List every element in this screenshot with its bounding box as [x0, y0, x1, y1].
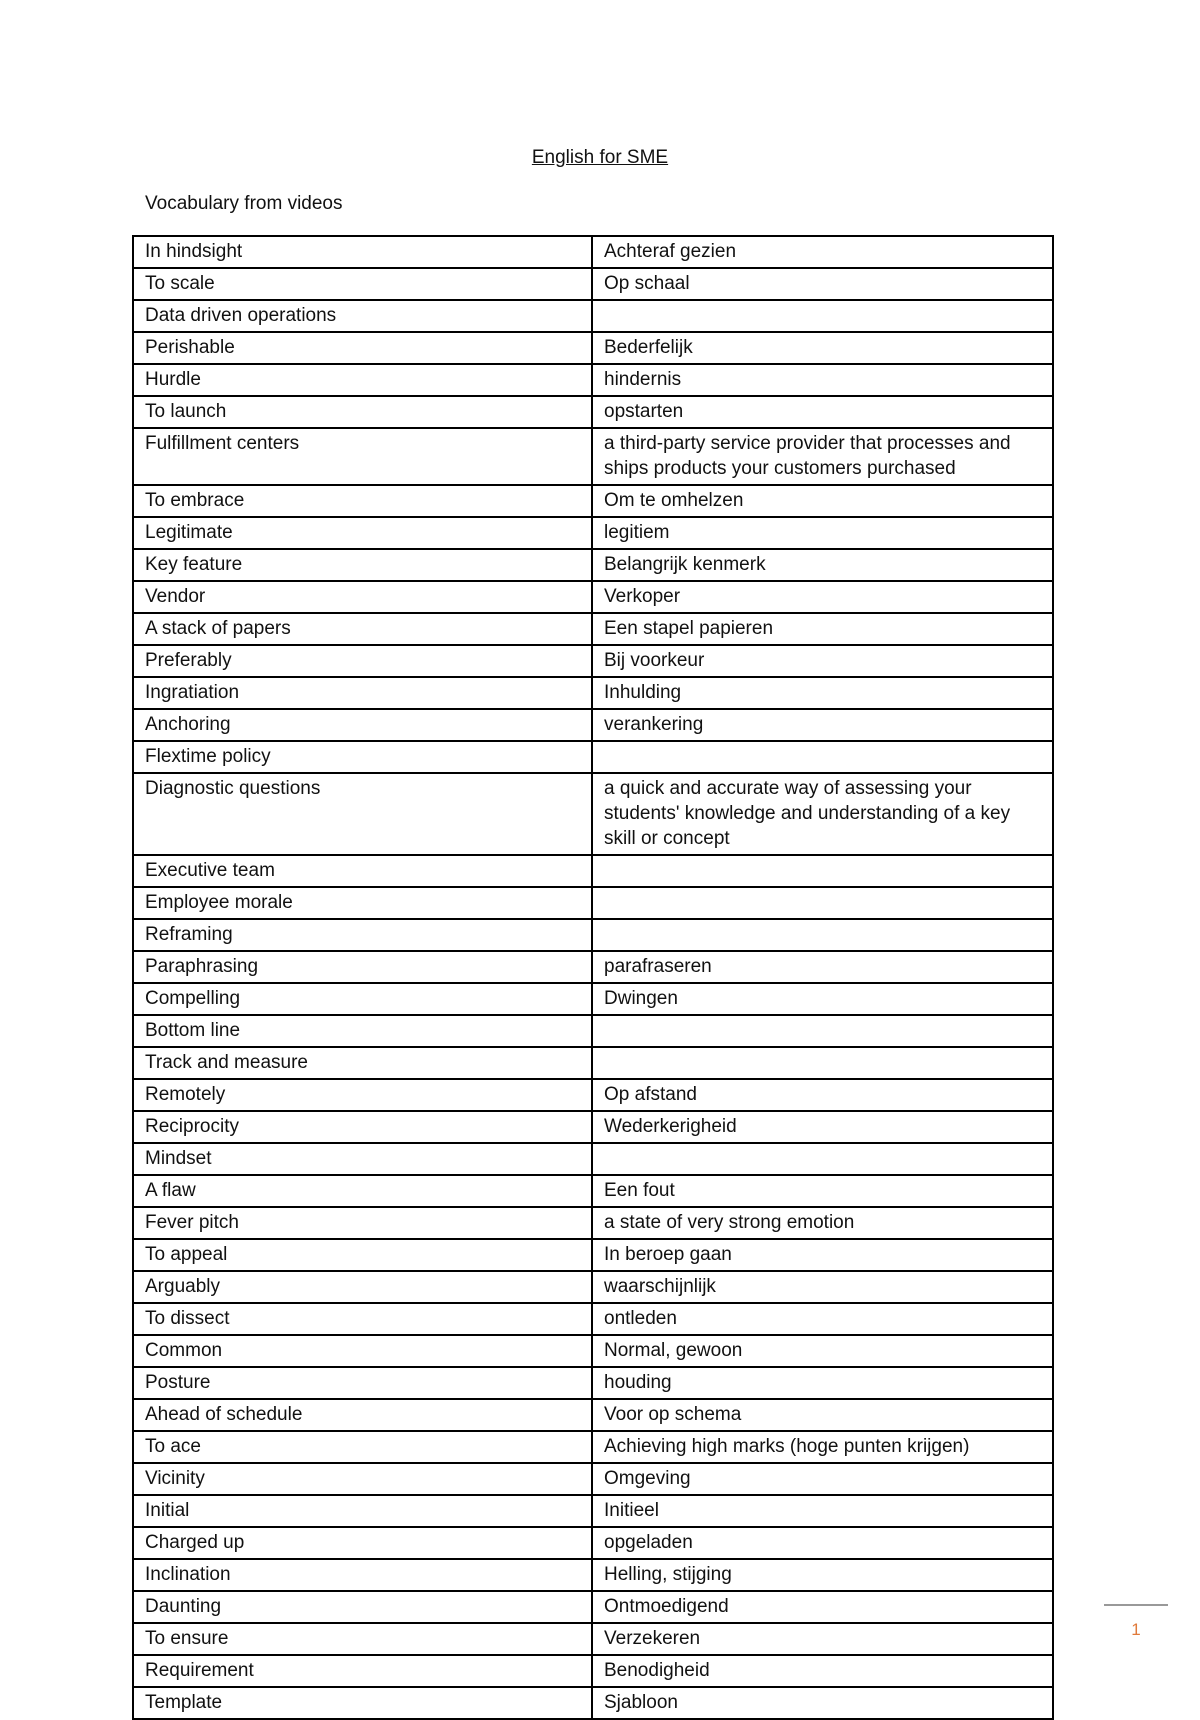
table-row: [133, 1367, 1053, 1399]
term-cell: Reframing: [133, 919, 592, 951]
vocabulary-table: [132, 235, 1054, 1720]
term-cell: Legitimate: [133, 517, 592, 549]
term-cell: Ingratiation: [133, 677, 592, 709]
table-row: [133, 741, 1053, 773]
definition-cell: [592, 855, 1053, 887]
table-row: [133, 1687, 1053, 1719]
table-row: [133, 396, 1053, 428]
term-cell: To embrace: [133, 485, 592, 517]
table-row: [133, 1175, 1053, 1207]
term-cell: Data driven operations: [133, 300, 592, 332]
definition-cell: [592, 300, 1053, 332]
term-cell: Charged up: [133, 1527, 592, 1559]
term-cell: Daunting: [133, 1591, 592, 1623]
table-row: [133, 1431, 1053, 1463]
definition-cell: [592, 887, 1053, 919]
term-cell: Initial: [133, 1495, 592, 1527]
term-cell: Template: [133, 1687, 592, 1719]
definition-cell: ontleden: [592, 1303, 1053, 1335]
definition-cell: opgeladen: [592, 1527, 1053, 1559]
definition-cell: houding: [592, 1367, 1053, 1399]
definition-cell: [592, 1047, 1053, 1079]
table-row: [133, 332, 1053, 364]
term-cell: A flaw: [133, 1175, 592, 1207]
table-row: [133, 300, 1053, 332]
table-row: [133, 1559, 1053, 1591]
table-row: [133, 1303, 1053, 1335]
table-row: [133, 613, 1053, 645]
definition-cell: Verkoper: [592, 581, 1053, 613]
table-row: [133, 428, 1053, 485]
term-cell: To scale: [133, 268, 592, 300]
term-cell: To appeal: [133, 1239, 592, 1271]
term-cell: Flextime policy: [133, 741, 592, 773]
definition-cell: Achieving high marks (hoge punten krijgen): [592, 1431, 1053, 1463]
definition-cell: Omgeving: [592, 1463, 1053, 1495]
table-row: [133, 236, 1053, 268]
definition-cell: Om te omhelzen: [592, 485, 1053, 517]
term-cell: Anchoring: [133, 709, 592, 741]
document-title: English for SME: [531, 147, 669, 168]
definition-cell: [592, 919, 1053, 951]
definition-cell: waarschijnlijk: [592, 1271, 1053, 1303]
definition-cell: Een fout: [592, 1175, 1053, 1207]
term-cell: In hindsight: [133, 236, 592, 268]
definition-cell: [592, 1143, 1053, 1175]
term-cell: Posture: [133, 1367, 592, 1399]
definition-cell: a quick and accurate way of assessing your students' knowledge and understanding of a key skill or concept: [592, 773, 1053, 855]
table-row: [133, 919, 1053, 951]
term-cell: Fever pitch: [133, 1207, 592, 1239]
definition-cell: a state of very strong emotion: [592, 1207, 1053, 1239]
definition-cell: Sjabloon: [592, 1687, 1053, 1719]
table-row: [133, 887, 1053, 919]
term-cell: Employee morale: [133, 887, 592, 919]
table-row: [133, 1047, 1053, 1079]
table-row: [133, 983, 1053, 1015]
definition-cell: a third-party service provider that processes and ships products your customers purchased: [592, 428, 1053, 485]
definition-cell: Op schaal: [592, 268, 1053, 300]
term-cell: To launch: [133, 396, 592, 428]
table-row: [133, 709, 1053, 741]
term-cell: Compelling: [133, 983, 592, 1015]
definition-cell: Bij voorkeur: [592, 645, 1053, 677]
definition-cell: Verzekeren: [592, 1623, 1053, 1655]
table-row: [133, 485, 1053, 517]
term-cell: Vendor: [133, 581, 592, 613]
definition-cell: Op afstand: [592, 1079, 1053, 1111]
definition-cell: verankering: [592, 709, 1053, 741]
table-row: [133, 1015, 1053, 1047]
term-cell: Mindset: [133, 1143, 592, 1175]
term-cell: Bottom line: [133, 1015, 592, 1047]
term-cell: Arguably: [133, 1271, 592, 1303]
definition-cell: Ontmoedigend: [592, 1591, 1053, 1623]
term-cell: To ensure: [133, 1623, 592, 1655]
table-row: [133, 581, 1053, 613]
table-row: [133, 1527, 1053, 1559]
term-cell: Reciprocity: [133, 1111, 592, 1143]
definition-cell: Normal, gewoon: [592, 1335, 1053, 1367]
term-cell: Ahead of schedule: [133, 1399, 592, 1431]
definition-cell: hindernis: [592, 364, 1053, 396]
table-row: [133, 1623, 1053, 1655]
definition-cell: Achteraf gezien: [592, 236, 1053, 268]
term-cell: Track and measure: [133, 1047, 592, 1079]
vocabulary-table-body: [133, 236, 1053, 1719]
table-row: [133, 855, 1053, 887]
term-cell: Paraphrasing: [133, 951, 592, 983]
table-row: [133, 1271, 1053, 1303]
term-cell: Perishable: [133, 332, 592, 364]
term-cell: Executive team: [133, 855, 592, 887]
table-row: [133, 1239, 1053, 1271]
definition-cell: Dwingen: [592, 983, 1053, 1015]
definition-cell: Inhulding: [592, 677, 1053, 709]
term-cell: Inclination: [133, 1559, 592, 1591]
table-row: [133, 1335, 1053, 1367]
table-row: [133, 773, 1053, 855]
table-row: [133, 364, 1053, 396]
table-row: [133, 517, 1053, 549]
term-cell: Remotely: [133, 1079, 592, 1111]
definition-cell: In beroep gaan: [592, 1239, 1053, 1271]
footer-divider: [1104, 1604, 1168, 1606]
table-row: [133, 951, 1053, 983]
table-row: [133, 1399, 1053, 1431]
term-cell: Requirement: [133, 1655, 592, 1687]
table-row: [133, 677, 1053, 709]
term-cell: Diagnostic questions: [133, 773, 592, 855]
definition-cell: Initieel: [592, 1495, 1053, 1527]
table-row: [133, 1111, 1053, 1143]
table-row: [133, 1143, 1053, 1175]
term-cell: Key feature: [133, 549, 592, 581]
definition-cell: [592, 1015, 1053, 1047]
table-row: [133, 1655, 1053, 1687]
definition-cell: Belangrijk kenmerk: [592, 549, 1053, 581]
definition-cell: Benodigheid: [592, 1655, 1053, 1687]
term-cell: Hurdle: [133, 364, 592, 396]
table-row: [133, 1207, 1053, 1239]
definition-cell: Helling, stijging: [592, 1559, 1053, 1591]
term-cell: To ace: [133, 1431, 592, 1463]
definition-cell: legitiem: [592, 517, 1053, 549]
table-row: [133, 1495, 1053, 1527]
term-cell: Vicinity: [133, 1463, 592, 1495]
definition-cell: parafraseren: [592, 951, 1053, 983]
table-row: [133, 645, 1053, 677]
table-row: [133, 268, 1053, 300]
term-cell: To dissect: [133, 1303, 592, 1335]
term-cell: Common: [133, 1335, 592, 1367]
table-row: [133, 1591, 1053, 1623]
definition-cell: [592, 741, 1053, 773]
definition-cell: Bederfelijk: [592, 332, 1053, 364]
definition-cell: Wederkerigheid: [592, 1111, 1053, 1143]
term-cell: Preferably: [133, 645, 592, 677]
term-cell: A stack of papers: [133, 613, 592, 645]
definition-cell: opstarten: [592, 396, 1053, 428]
page-number: 1: [1131, 1620, 1141, 1639]
definition-cell: Een stapel papieren: [592, 613, 1053, 645]
document-subtitle: Vocabulary from videos: [145, 193, 343, 214]
table-row: [133, 1463, 1053, 1495]
definition-cell: Voor op schema: [592, 1399, 1053, 1431]
table-row: [133, 549, 1053, 581]
table-row: [133, 1079, 1053, 1111]
term-cell: Fulfillment centers: [133, 428, 592, 485]
